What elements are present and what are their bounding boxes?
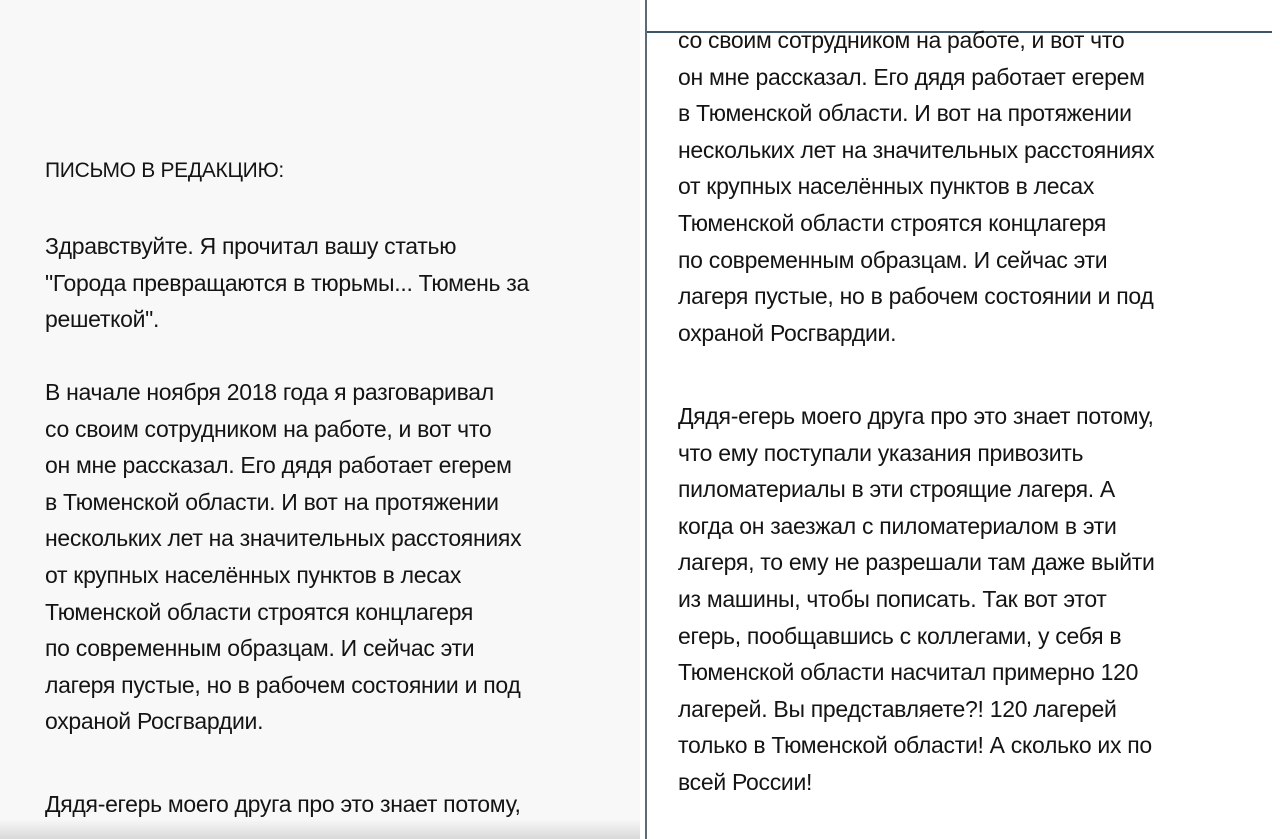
story-paragraph: [678, 22, 1154, 351]
bottom-fade: [0, 819, 640, 839]
text-line: В начале ноября 2018 года я разговаривал: [45, 379, 494, 405]
text-line: нескольких лет на значительных расстояниях: [45, 525, 522, 552]
text-line: со своим сотрудником на работе, и вот что: [45, 415, 492, 442]
right-screenshot-panel: [645, 0, 1280, 839]
text-line: он мне рассказал. Его дядя работает егерем: [678, 63, 1145, 90]
ranger-paragraph: [678, 398, 1155, 801]
text-line: что ему поступали указания привозить: [678, 439, 1084, 466]
text-line: из машины, чтобы пописать. Так вот этот: [678, 585, 1107, 612]
text-line: пиломатериалы в эти строящие лагеря. А: [678, 476, 1115, 503]
text-line: в Тюменской области. И вот на протяжении: [45, 488, 499, 515]
text-line: нескольких лет на значительных расстояниях: [678, 136, 1155, 163]
text-line: в Тюменской области. И вот на протяжении: [678, 100, 1132, 127]
text-line: от крупных населённых пунктов в лесах: [45, 561, 462, 588]
story-paragraph: [45, 374, 521, 740]
text-line: по современным образцам. И сейчас эти: [678, 246, 1108, 273]
text-line: со своим сотрудником на работе, и вот что: [678, 27, 1125, 53]
text-line: лагеря пустые, но в рабочем состоянии и под: [45, 671, 521, 698]
text-line: Тюменской области насчитал примерно 120: [678, 659, 1139, 686]
text-line: егерь, пообщавшись с коллегами, у себя в: [678, 622, 1122, 649]
text-line: лагерей. Вы представляете?! 120 лагерей: [678, 695, 1117, 722]
text-line: Тюменской области строятся концлагеря: [678, 209, 1107, 236]
text-line: лагеря пустые, но в рабочем состоянии и под: [678, 283, 1154, 310]
text-line: он мне рассказал. Его дядя работает егерем: [45, 452, 512, 479]
continued-paragraph: [45, 786, 521, 823]
greeting-paragraph: [45, 228, 529, 338]
text-line: Здравствуйте. Я прочитал вашу статью: [45, 233, 457, 259]
text-line: лагеря, то ему не разрешали там даже выйти: [678, 549, 1155, 576]
text-line: от крупных населённых пунктов в лесах: [678, 173, 1095, 200]
text-line: Тюменской области строятся концлагеря: [45, 598, 474, 625]
text-line: "Города превращаются в тюрьмы... Тюмень за: [45, 269, 529, 296]
text-line: Дядя-егерь моего друга про это знает потому,: [45, 791, 521, 817]
text-line: Дядя-егерь моего друга про это знает потому,: [678, 403, 1154, 429]
letter-heading: ПИСЬМО В РЕДАКЦИЮ:: [45, 159, 284, 182]
text-line: охраной Росгвардии.: [45, 708, 264, 735]
text-line: когда он заезжал с пиломатериалом в эти: [678, 512, 1117, 539]
text-line: решеткой".: [45, 306, 160, 333]
text-line: всей России!: [678, 768, 813, 795]
text-line: только в Тюменской области! А сколько их по: [678, 732, 1152, 759]
text-line: по современным образцам. И сейчас эти: [45, 635, 475, 662]
text-line: охраной Росгвардии.: [678, 319, 897, 346]
